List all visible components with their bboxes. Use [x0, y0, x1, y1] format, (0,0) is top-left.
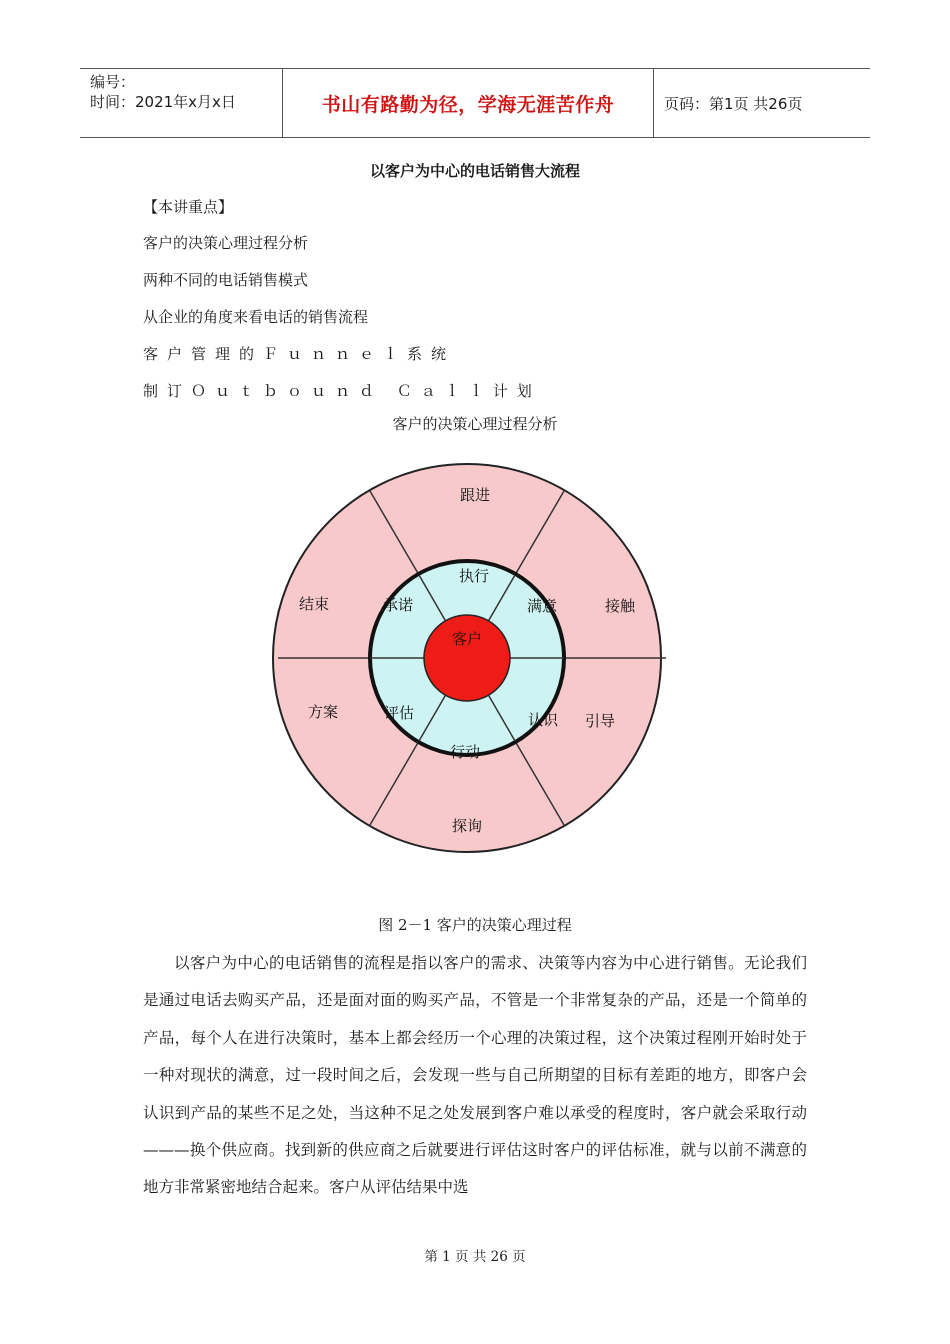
section-title: 客户的决策心理过程分析 [392, 415, 558, 433]
center-circle [424, 615, 510, 701]
diagram-svg [268, 448, 678, 868]
outer-label: 接触 [604, 597, 636, 615]
body-text [143, 945, 807, 1207]
inner-label: 满意 [526, 597, 558, 615]
page-footer: 第 1 页 共 26 页 [424, 1249, 526, 1265]
header-motto: 书山有路勤为径，学海无涯苦作舟 [321, 93, 615, 116]
page-header [80, 68, 870, 138]
key-point: 客户管理的Ｆｕｎｎｅｌ系统 [143, 345, 456, 363]
time-label: 时间：2021年x月x日 [90, 93, 236, 111]
body-paragraph: 以客户为中心的电话销售的流程是指以客户的需求、决策等内容为中心进行销售。无论我们是通过电话去购买产品，还是面对面的购买产品，不管是一个非常复杂的产品，还是一个简单的产品，每个人在进行决策时，基本上都会经历一个心理的决策过程，这个决策过程刚开始时处于一种对现状的满意，过一段时间之后，会发现一些与自己所期望的目标有差距的地方，即客户会认识到产品的某些不足之处，当这种不足之处发展到客户难以承受的程度时，客户就会采取行动———换个供应商。找到新的供应商之后就要进行评估这时客户的评估标准，就与以前不满意的地方非常紧密地结合起来。客户从评估结果中选 [143, 954, 807, 1197]
outer-label: 方案 [307, 703, 339, 721]
outer-label: 引导 [584, 712, 616, 730]
inner-label: 认识 [527, 711, 559, 729]
key-point: 制订Ｏｕｔｂｏｕｎｄ Ｃａｌｌ计划 [143, 382, 541, 400]
document-title: 以客户为中心的电话销售大流程 [369, 162, 580, 180]
inner-label: 承诺 [382, 596, 414, 614]
header-page-cell [654, 69, 870, 137]
inner-label: 执行 [458, 567, 490, 585]
center-label: 客户 [451, 630, 483, 648]
outer-label: 跟进 [459, 486, 491, 504]
key-points-heading: 【本讲重点】 [143, 198, 234, 216]
figure-caption: 图 2－1 客户的决策心理过程 [378, 916, 572, 934]
outer-label: 探询 [451, 817, 483, 835]
key-point: 两种不同的电话销售模式 [143, 271, 309, 289]
outer-label: 结束 [298, 595, 330, 613]
inner-label: 行动 [449, 743, 481, 761]
header-page-label: 页码：第1页 共26页 [664, 94, 803, 113]
header-meta [80, 69, 282, 137]
key-point: 从企业的角度来看电话的销售流程 [143, 308, 369, 326]
header-motto-cell [282, 69, 654, 137]
key-point: 客户的决策心理过程分析 [143, 234, 309, 252]
decision-process-diagram [268, 448, 678, 868]
number-label: 编号： [90, 73, 136, 91]
inner-label: 评估 [383, 704, 415, 722]
